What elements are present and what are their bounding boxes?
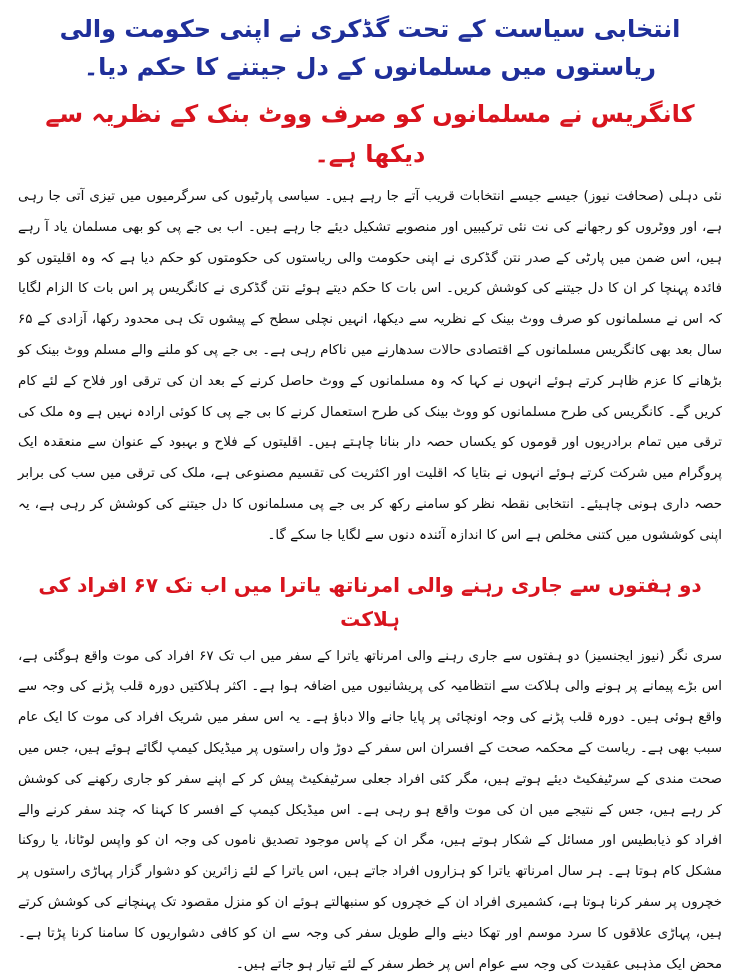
article-1-body: نئی دہلی (صحافت نیوز) جیسے جیسے انتخابات قریب آتے جا رہے ہیں۔ سیاسی پارٹیوں کی سرگرمیوں میں تیزی آتی جا رہی ہے، اور ووٹروں کو رجھانے کی نت نئی ترکیبیں اور منصوبے تشکیل دیئے جا رہے ہیں۔ اب بی جے پی کو بھی مسلمان یاد آ رہے ہیں، اس ضمن میں پارٹی کے صدر نتن گڈکری نے اپنی حکومت والی ریاستوں کی حکومتوں کو حکم دیا ہے کہ وہ اقلیتوں کو فائدہ پہنچا کر ان کا دل جیتنے کی کوشش کریں۔ اس بات کا حکم دیتے ہوئے نتن گڈکری نے کانگریس پر اس بات کا الزام لگایا کہ اس نے مسلمانوں کو صرف ووٹ بینک کے نظریہ سے دیکھا، انہیں نچلی سطح کے پیشوں تک ہی محدود رکھا، آزادی کے ۶۵ سال بعد بھی کانگریس مسلمانوں کے اقتصادی حالات سدھارنے میں ناکام رہی ہے۔ بی جے پی کو ملنے والے مسلم ووٹ بینک کو بڑھانے کا عزم ظاہر کرتے ہوئے انہوں نے کہا کہ وہ مسلمانوں کے ووٹ حاصل کرنے کے بعد ان کی ترقی اور فلاح کے لئے کام کریں گے۔ کانگریس کی طرح مسلمانوں کو ووٹ بینک کی طرح استعمال کرنے کا بی جے پی کا کوئی ارادہ نہیں ہے وہ ملک کی ترقی میں تمام برادریوں اور قوموں کو یکساں حصہ دار بنانا چاہتے ہیں۔ اقلیتوں کے فلاح و بہبود کے عنوان سے منعقدہ ایک پروگرام میں شرکت کرتے ہوئے انہوں نے بتایا کہ اقلیت اور اکثریت کی تقسیم مصنوعی ہے، ملک کی ترقی میں سب کی برابر حصہ داری ہونی چاہیئے۔ انتخابی نقطہ نظر کو سامنے رکھ کر بی جے پی مسلمانوں کا دل جیتنے کی کوشش کر رہی ہے، یہ اپنی کوششوں میں کتنی مخلص ہے اس کا اندازہ آئندہ دنوں سے لگایا جا سکے گا۔ xyxy=(18,189,722,543)
article-2-body: سری نگر (نیوز ایجنسیز) دو ہفتوں سے جاری رہنے والی امرناتھ یاترا کے سفر میں اب تک ۶۷ افراد کی موت واقع ہوگئی ہے، اس بڑے پیمانے پر ہونے والی ہلاکت سے انتظامیہ کی پریشانیوں میں اضافہ ہوا ہے۔ اکثر ہلاکتیں دورہ قلب پڑنے کی وجہ سے واقع ہوئی ہیں۔ دورہ قلب پڑنے کی وجہ اونچائی پر پایا جانے والا دباؤ ہے۔ یہ اس سفر میں شریک افراد کی موت کا ایک عام سبب بھی ہے۔ ریاست کے محکمہ صحت کے افسران اس سفر کے دوڑ واں راستوں پر میڈیکل کیمپ لگائے ہوئے ہیں، جس میں صحت مندی کے سرٹیفکیٹ دیئے ہوتے ہیں، مگر کئی افراد جعلی سرٹیفکیٹ پیش کر کے اپنے سفر کو جاری رکھنے کی کوشش کر رہے ہیں، جس کے نتیجے میں ان کی موت واقع ہو رہی ہے۔ اس میڈیکل کیمپ کے افسر کا کہنا کہ چند سفر کرنے والے افراد کو ذیابطیس اور مسائل کے شکار ہوتے ہیں، مگر ان کے پاس موجود تصدیق ناموں کی وجہ ان کو واپس لوٹانا، یا روکنا مشکل کام ہوتا ہے۔ ہر سال امرناتھ یاترا کو ہزاروں افراد جاتے ہیں، اس یاترا کے لئے زائرین کو دشوار گزار پہاڑی راستوں پر خچروں پر سفر کرنا ہوتا ہے، کشمیری افراد ان کے خچروں کو سنبھالتے ہوئے ان کو منزل مقصود تک پہنچانے کی کوشش کرتے ہیں، پہاڑی علاقوں کا سرد موسم اور تھکا دینے والے طویل سفر کی وجہ سے ان کو کافی دشواریوں کا سامنا کرنا پڑتا ہے۔ محض ایک مذہبی عقیدت کی وجہ سے عوام اس پر خطر سفر کے لئے تیار ہو جاتے ہیں۔ xyxy=(18,648,722,972)
article-1-subheadline: کانگریس نے مسلمانوں کو صرف ووٹ بنک کے نظریہ سے دیکھا ہے۔ xyxy=(45,100,695,168)
article-1-headline: انتخابی سیاست کے تحت گڈکری نے اپنی حکومت والی ریاستوں میں مسلمانوں کے دل جیتنے کا حکم دیا۔ xyxy=(59,15,681,81)
article-2-headline: دو ہفتوں سے جاری رہنے والی امرناتھ یاترا میں اب تک ۶۷ افراد کی ہلاکت xyxy=(38,572,702,631)
